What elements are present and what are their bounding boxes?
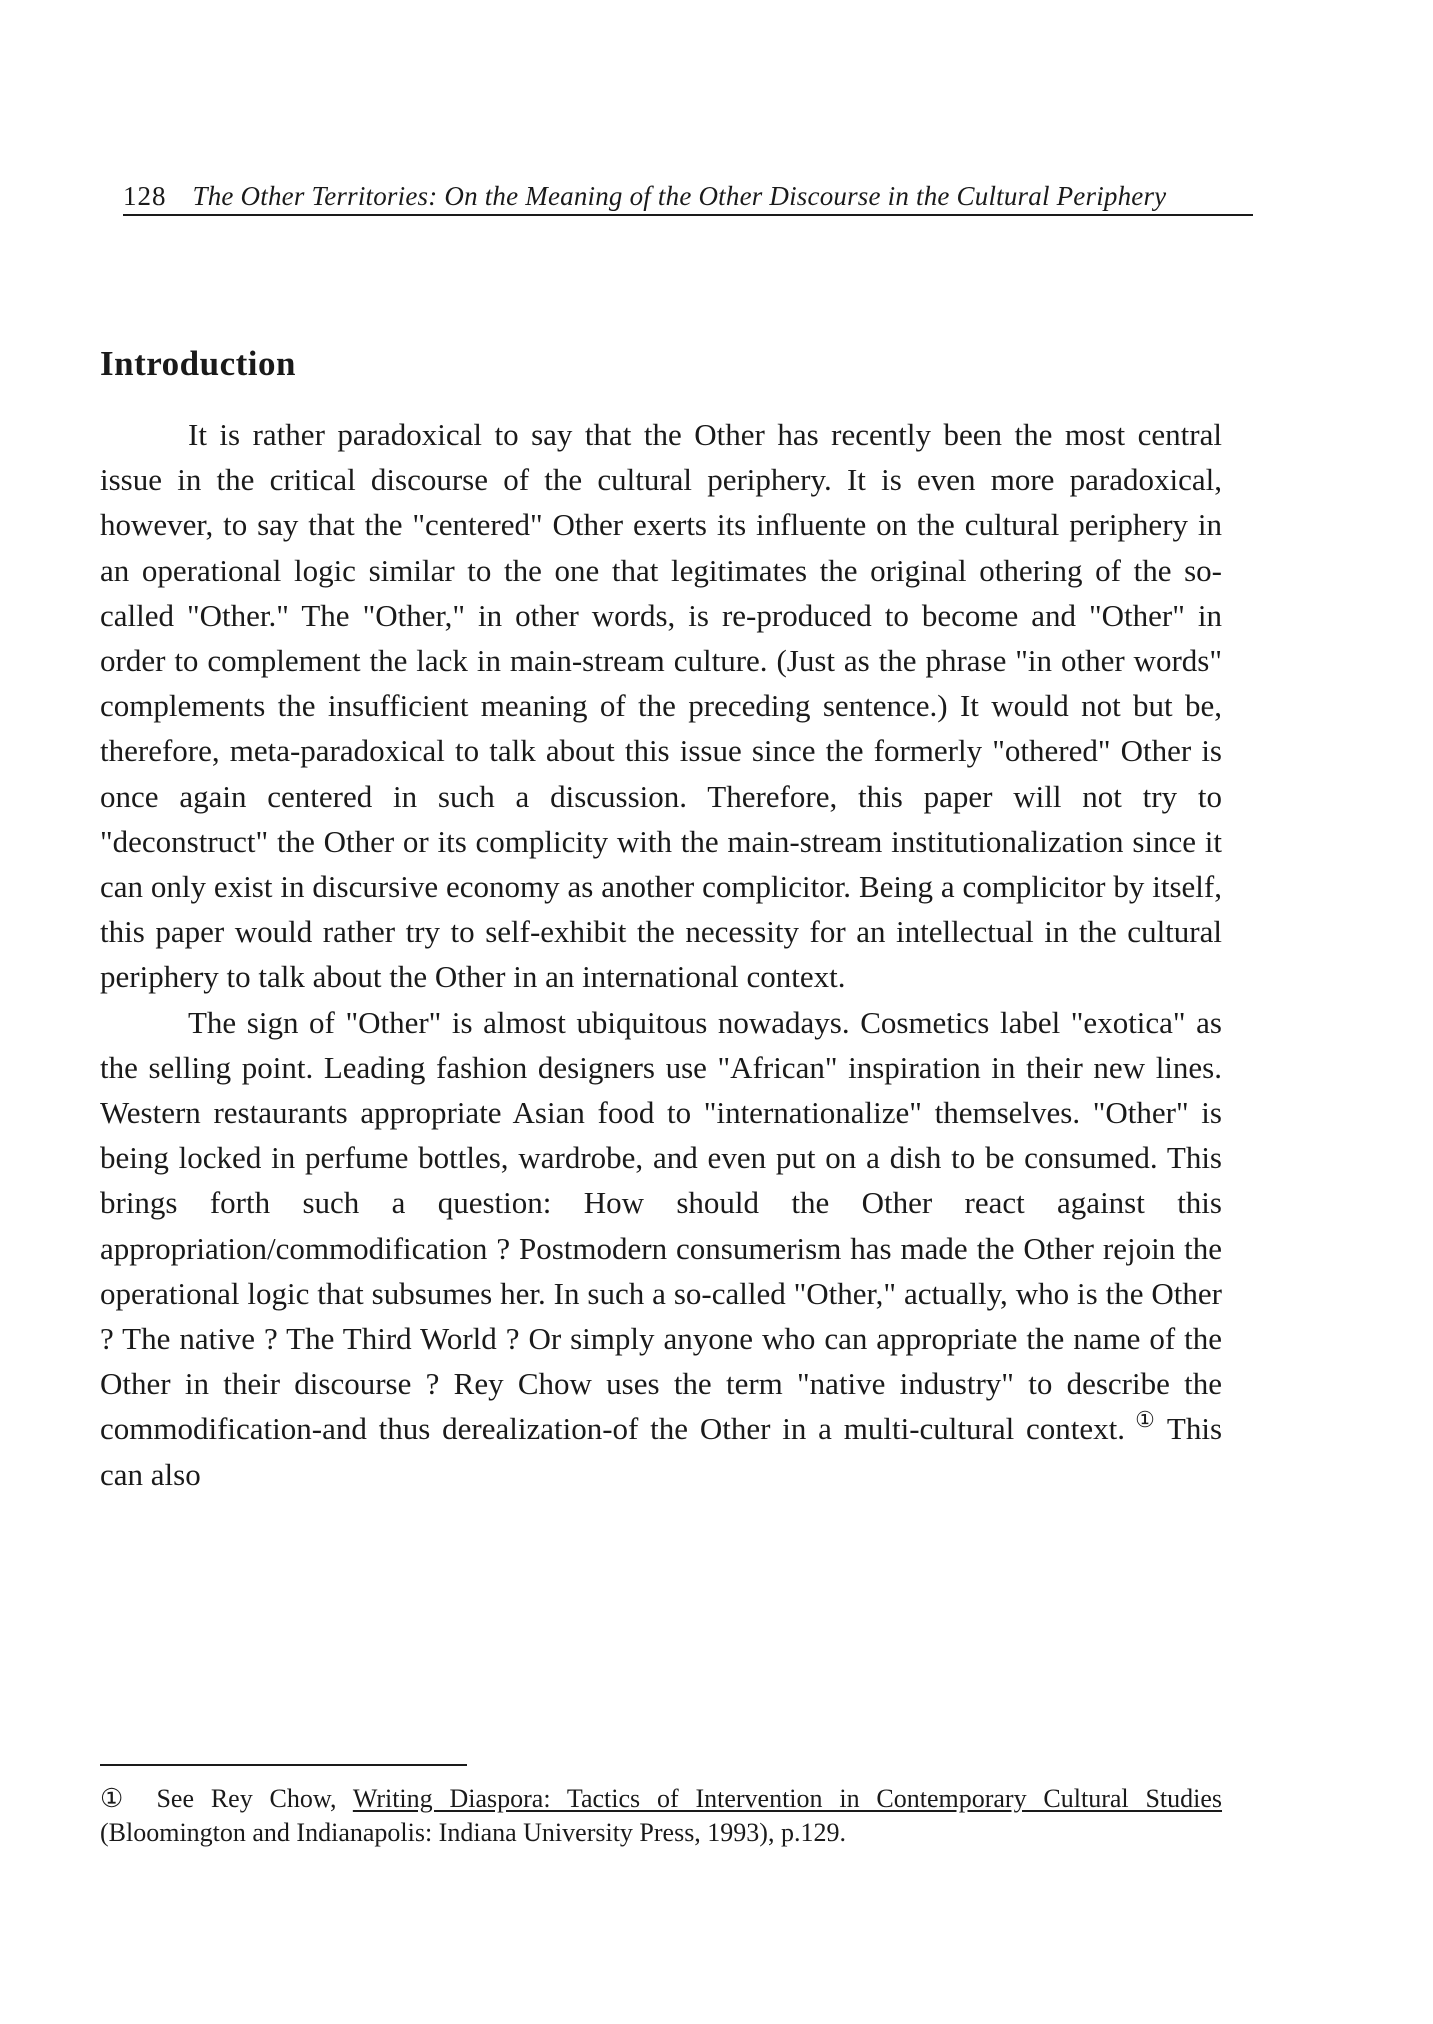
footnote-separator	[100, 1764, 467, 1766]
paragraph-2-text: The sign of "Other" is almost ubiquitous nowadays. Cosmetics label "exotica" as the selling point. Leading fashion designers use "African" inspiration in their new lines. Western restaurants appropriate Asian food to "internationalize" themselves. "Other" is being locked in perfume bottles, wardrobe, and even put on a dish to be consumed. This brings forth such a question: How should the Other react against this appropriation/commodification ? Postmodern consumerism has made the Other rejoin the operational logic that subsumes her. In such a so-called "Other," actually, who is the Other ? The native ? The Third World ? Or simply anyone who can appropriate the name of the Other in their discourse ? Rey Chow uses the term "native industry" to describe the commodification-and thus derealization-of the Other in a multi-cultural context.	[100, 1004, 1222, 1447]
footnote-publication-info: (Bloomington and Indianapolis: Indiana University Press, 1993), p.129.	[100, 1818, 846, 1847]
body-text	[100, 412, 1222, 1497]
paragraph-2-tail: This can also	[100, 1411, 1223, 1492]
running-header	[123, 170, 1253, 216]
footnote-marker: ①	[100, 1784, 134, 1813]
running-title: The Other Territories: On the Meaning of the Other Discourse in the Cultural Periphery	[192, 181, 1167, 211]
page-number: 128	[123, 181, 167, 211]
paragraph-1: It is rather paradoxical to say that the Other has recently been the most central issue in the critical discourse of the cultural periphery. It is even more paradoxical, however, to say that the "centered" Other exerts its influente on the cultural periphery in an operational logic similar to the one that legitimates the original othering of the so-called "Other." The "Other," in other words, is re-produced to become and "Other" in order to complement the lack in main-stream culture. (Just as the phrase "in other words" complements the insufficient meaning of the preceding sentence.) It would not but be, therefore, meta-paradoxical to talk about this issue since the formerly "othered" Other is once again centered in such a discussion. Therefore, this paper will not try to "deconstruct" the Other or its complicity with the main-stream institutionalization since it can only exist in discursive economy as another complicitor. Being a complicitor by itself, this paper would rather try to self-exhibit the necessity for an intellectual in the cultural periphery to talk about the Other in an international context.	[100, 417, 1222, 995]
section-heading: Introduction	[100, 344, 296, 383]
footnote-prefix: See Rey Chow,	[156, 1784, 337, 1813]
footnote-book-title: Writing Diaspora: Tactics of Intervention in Contemporary Cultural Studies	[352, 1784, 1223, 1813]
footnote	[100, 1782, 1222, 1850]
paragraph-2	[100, 1000, 1222, 1497]
footnote-reference-marker[interactable]: ①	[1131, 1407, 1159, 1433]
